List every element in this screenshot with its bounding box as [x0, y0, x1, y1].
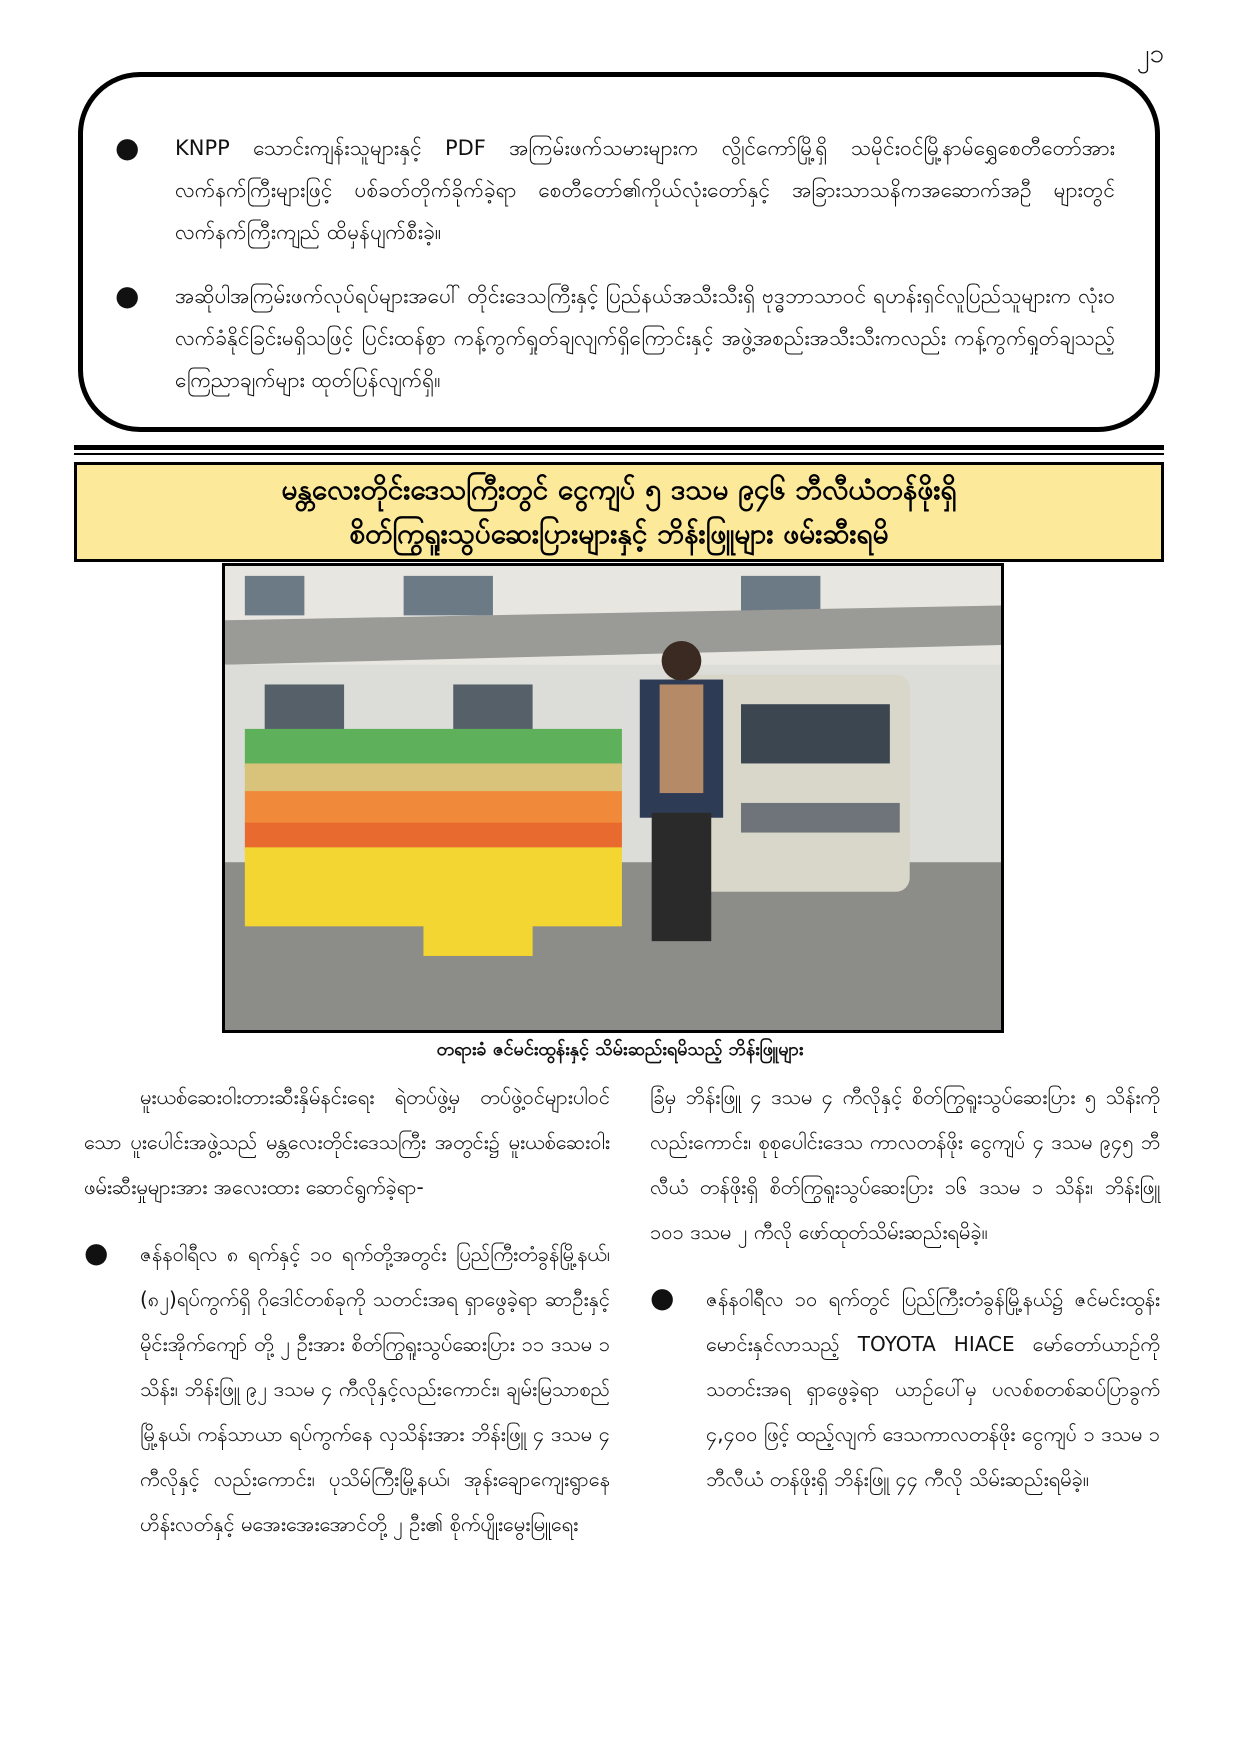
headline-line-2: စိတ်ကြွရူးသွပ်ဆေးပြားများနှင့် ဘိန်းဖြူများ ဖမ်းဆီးရမိ: [349, 517, 889, 550]
bullet-icon: ●: [115, 279, 140, 312]
bullet-icon: ●: [115, 131, 140, 164]
photo-caption: တရားခံ ဇင်မင်းထွန်းနှင့် သိမ်းဆည်းရမိသည့် ဘိန်းဖြူများ: [436, 1039, 804, 1060]
body-list-left: [84, 1232, 610, 1547]
divider-thin: [74, 453, 1164, 455]
summary-item: [115, 275, 1115, 401]
right-column: [650, 1075, 1160, 1502]
divider-thick: [74, 445, 1164, 450]
news-photo: [222, 563, 1004, 1033]
intro-paragraph: မူးယစ်ဆေးဝါးတားဆီးနှိမ်နင်းရေး ရဲတပ်ဖွဲ့မှ တပ်ဖွဲ့ဝင်များပါဝင်သော ပူးပေါင်းအဖွဲ့သည် မန္တလေးတိုင်းဒေသကြီး အတွင်း၌ မူးယစ်ဆေးဝါးဖမ်းဆီးမှုများအား အလေးထား ဆောင်ရွက်ခဲ့ရာ-: [84, 1085, 610, 1199]
summary-item-text: KNPP သောင်းကျန်းသူများနှင့် PDF အကြမ်းဖက်သမားများက လွိုင်ကော်မြို့ရှိ သမိုင်းဝင်မြို့နာမ်ရွှေစေတီတော်အား လက်နက်ကြီးများဖြင့် ပစ်ခတ်တိုက်ခိုက်ခဲ့ရာ စေတီတော်၏ကိုယ်လုံးတော်နှင့် အခြားသာသနိကအဆောက်အဦ များတွင် လက်နက်ကြီးကျည် ထိမှန်ပျက်စီးခဲ့။: [175, 136, 1115, 244]
body-list-right: [650, 1277, 1160, 1502]
left-column: [84, 1075, 610, 1547]
summary-list: [115, 127, 1115, 401]
seizure-photo-illustration: [225, 566, 1001, 1030]
list-item: [650, 1277, 1160, 1502]
headline-box: [74, 462, 1164, 562]
summary-box: [78, 72, 1160, 432]
bullet-icon: ●: [650, 1281, 675, 1314]
headline-line-1: မန္တလေးတိုင်းဒေသကြီးတွင် ငွေကျပ် ၅ ဒသမ ၉၄၆ ဘီလီယံတန်ဖိုးရှိ: [281, 473, 957, 506]
bullet-icon: ●: [84, 1236, 109, 1269]
list-item-text: ဇန်နဝါရီလ ၈ ရက်နှင့် ၁၀ ရက်တို့အတွင်း ပြည်ကြီးတံခွန်မြို့နယ်၊ (၈၂)ရပ်ကွက်ရှိ ဂိုဒေါင်တစ်ခုကို သတင်းအရ ရှာဖွေခဲ့ရာ ဆာဦးနှင့် မိုင်းအိုက်ကျော် တို့ ၂ ဦးအား စိတ်ကြွရူးသွပ်ဆေးပြား ၁၁ ဒသမ ၁ သိန်း၊ ဘိန်းဖြူ ၉၂ ဒသမ ၄ ကီလိုနှင့်လည်းကောင်း၊ ချမ်းမြသာစည်မြို့နယ်၊ ကန်သာယာ ရပ်ကွက်နေ လှသိန်းအား ဘိန်းဖြူ ၄ ဒသမ ၄ ကီလိုနှင့် လည်းကောင်း၊ ပုသိမ်ကြီးမြို့နယ်၊ အုန်းချောကျေးရွာနေ ဟိန်းလတ်နှင့် မအေးအေးအောင်တို့ ၂ ဦး၏ စိုက်ပျိုးမွေးမြူရေး: [140, 1242, 610, 1536]
page-number: ၂၁: [1136, 39, 1164, 69]
summary-item: [115, 127, 1115, 253]
summary-item-text: အဆိုပါအကြမ်းဖက်လုပ်ရပ်များအပေါ် တိုင်းဒေသကြီးနှင့် ပြည်နယ်အသီးသီးရှိ ဗုဒ္ဓဘာသာဝင် ရဟန်းရှင်လူပြည်သူများက လုံးဝလက်ခံနိုင်ခြင်းမရှိသဖြင့် ပြင်းထန်စွာ ကန့်ကွက်ရှုတ်ချလျက်ရှိကြောင်းနှင့် အဖွဲ့အစည်းအသီးသီးကလည်း ကန့်ကွက်ရှုတ်ချသည့် ကြေညာချက်များ ထုတ်ပြန်လျက်ရှိ။: [175, 284, 1115, 392]
list-item: [84, 1232, 610, 1547]
list-item-text: ဇန်နဝါရီလ ၁၀ ရက်တွင် ပြည်ကြီးတံခွန်မြို့နယ်၌ ဇင်မင်းထွန်း မောင်းနှင်လာသည့် TOYOTA HIACE မော်တော်ယာဉ်ကို သတင်းအရ ရှာဖွေခဲ့ရာ ယာဉ်ပေါ်မှ ပလစ်စတစ်ဆပ်ပြာခွက် ၄,၄၀၀ ဖြင့် ထည့်လျက် ဒေသကာလတန်ဖိုး ငွေကျပ် ၁ ဒသမ ၁ ဘီလီယံ တန်ဖိုးရှိ ဘိန်းဖြူ ၄၄ ကီလို သိမ်းဆည်းရမိခဲ့။: [706, 1287, 1160, 1491]
continuation-paragraph: ခြံမှ ဘိန်းဖြူ ၄ ဒသမ ၄ ကီလိုနှင့် စိတ်ကြွရူးသွပ်ဆေးပြား ၅ သိန်းကိုလည်းကောင်း၊ စုစုပေါင်းဒေသ ကာလတန်ဖိုး ငွေကျပ် ၄ ဒသမ ၉၄၅ ဘီလီယံ တန်ဖိုးရှိ စိတ်ကြွရူးသွပ်ဆေးပြား ၁၆ ဒသမ ၁ သိန်း၊ ဘိန်းဖြူ ၁၀၁ ဒသမ ၂ ကီလို ဖော်ထုတ်သိမ်းဆည်းရမိခဲ့။: [650, 1085, 1160, 1244]
